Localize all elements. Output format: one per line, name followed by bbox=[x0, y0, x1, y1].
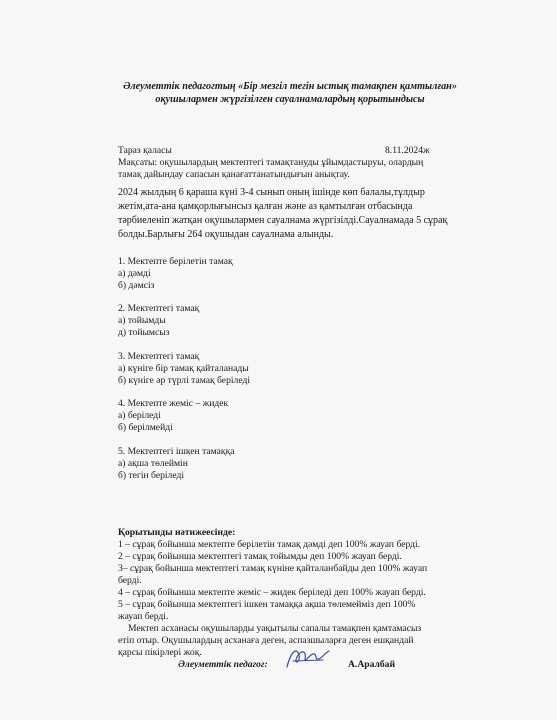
question-3: 3. Мектептегі тамақ bbox=[118, 351, 200, 362]
intro-line-2: жетім,ата-ана қамқорлығынсыз қалған және аз қамтылған отбасында bbox=[118, 201, 413, 212]
title-line-1: Әлеуметтік педагогтың «Бір мезгіл тегін ыстық тамақпен қамтылған» bbox=[123, 81, 457, 92]
question-1-option-a: а) дәмді bbox=[118, 268, 151, 279]
question-4-option-b: б) берілмейді bbox=[118, 422, 173, 433]
result-line: 1 – сұрақ бойынша мектепте берілетін тамақ дәмді деп 100% жауап берді. bbox=[118, 539, 421, 550]
result-line: берді. bbox=[118, 575, 142, 586]
conclusion-line: қарсы пікірлері жоқ. bbox=[118, 647, 202, 658]
result-line: 4 – сұрақ бойынша мектепте жеміс – жидек беріледі деп 100% жауап берді. bbox=[118, 587, 426, 598]
city-label: Тараз қаласы bbox=[118, 145, 172, 156]
title-line-2: оқушылармен жүргізілген сауалнамалардың қорытындысы bbox=[155, 94, 425, 105]
handwritten-signature bbox=[283, 645, 333, 671]
intro-line-4: болды.Барлығы 264 оқушыдан сауалнама алынды. bbox=[118, 229, 334, 240]
question-3-option-a: а) күніге бір тамақ қайталанады bbox=[118, 363, 249, 374]
question-5-option-b: б) тегін беріледі bbox=[118, 470, 184, 481]
intro-line-3: тәрбиеленіп жатқан оқушылармен сауалнама жүргізілді.Сауалнамада 5 сұрақ bbox=[118, 215, 448, 226]
question-4-option-a: а) беріледі bbox=[118, 410, 161, 421]
question-2-option-b: д) тойымсыз bbox=[118, 327, 170, 338]
intro-line-1: 2024 жылдың 6 қараша күні 3-4 сынып оның ішінде көп балалы,тұлдыр bbox=[118, 187, 425, 198]
question-1-option-b: б) дәмсіз bbox=[118, 280, 155, 291]
results-heading: Қорытынды нәтижеесінде: bbox=[118, 527, 236, 538]
goal-line-1: Мақсаты: оқушылардың мектептегі тамақтануды ұйымдастыруы, олардың bbox=[118, 157, 424, 168]
question-1: 1. Мектепте берілетін тамақ bbox=[118, 256, 233, 267]
result-line: 2 – сұрақ бойынша мектептегі тамақ тойымды деп 100% жауап берді. bbox=[118, 551, 402, 562]
goal-line-2: тамақ дайындау сапасын қанағаттанатындығын анықтау. bbox=[118, 169, 350, 180]
document-date: 8.11.2024ж bbox=[385, 145, 430, 156]
document-title bbox=[100, 80, 480, 106]
conclusion-line: Мектеп асханасы оқушыларды уақытылы сапалы тамақпен қамтамасыз bbox=[128, 623, 422, 634]
question-3-option-b: б) күніге әр түрлі тамақ беріледі bbox=[118, 375, 250, 386]
question-2-option-a: а) тойымды bbox=[118, 315, 166, 326]
question-5: 5. Мектептегі ішкен тамаққа bbox=[118, 446, 235, 457]
signature-title: Әлеуметтік педагог: bbox=[178, 659, 268, 670]
result-line: 5 – сұрақ бойынша мектептегі ішкен тамаққа ақша төлемейміз деп 100% bbox=[118, 599, 416, 610]
question-4: 4. Мектепте жеміс – жидек bbox=[118, 398, 229, 409]
question-2: 2. Мектептегі тамақ bbox=[118, 303, 200, 314]
result-line: 3– сұрақ бойынша мектептегі тамақ күніне қайталанбайды деп 100% жауап bbox=[118, 563, 428, 574]
signature-name: А.Аралбай bbox=[348, 659, 395, 670]
conclusion-line: етіп отыр. Оқушылардың асханаға деген, аспазшыларға деген ешқандай bbox=[118, 635, 414, 646]
question-5-option-a: а) ақша төлеймін bbox=[118, 458, 188, 469]
result-line: жауап берді. bbox=[118, 611, 169, 622]
